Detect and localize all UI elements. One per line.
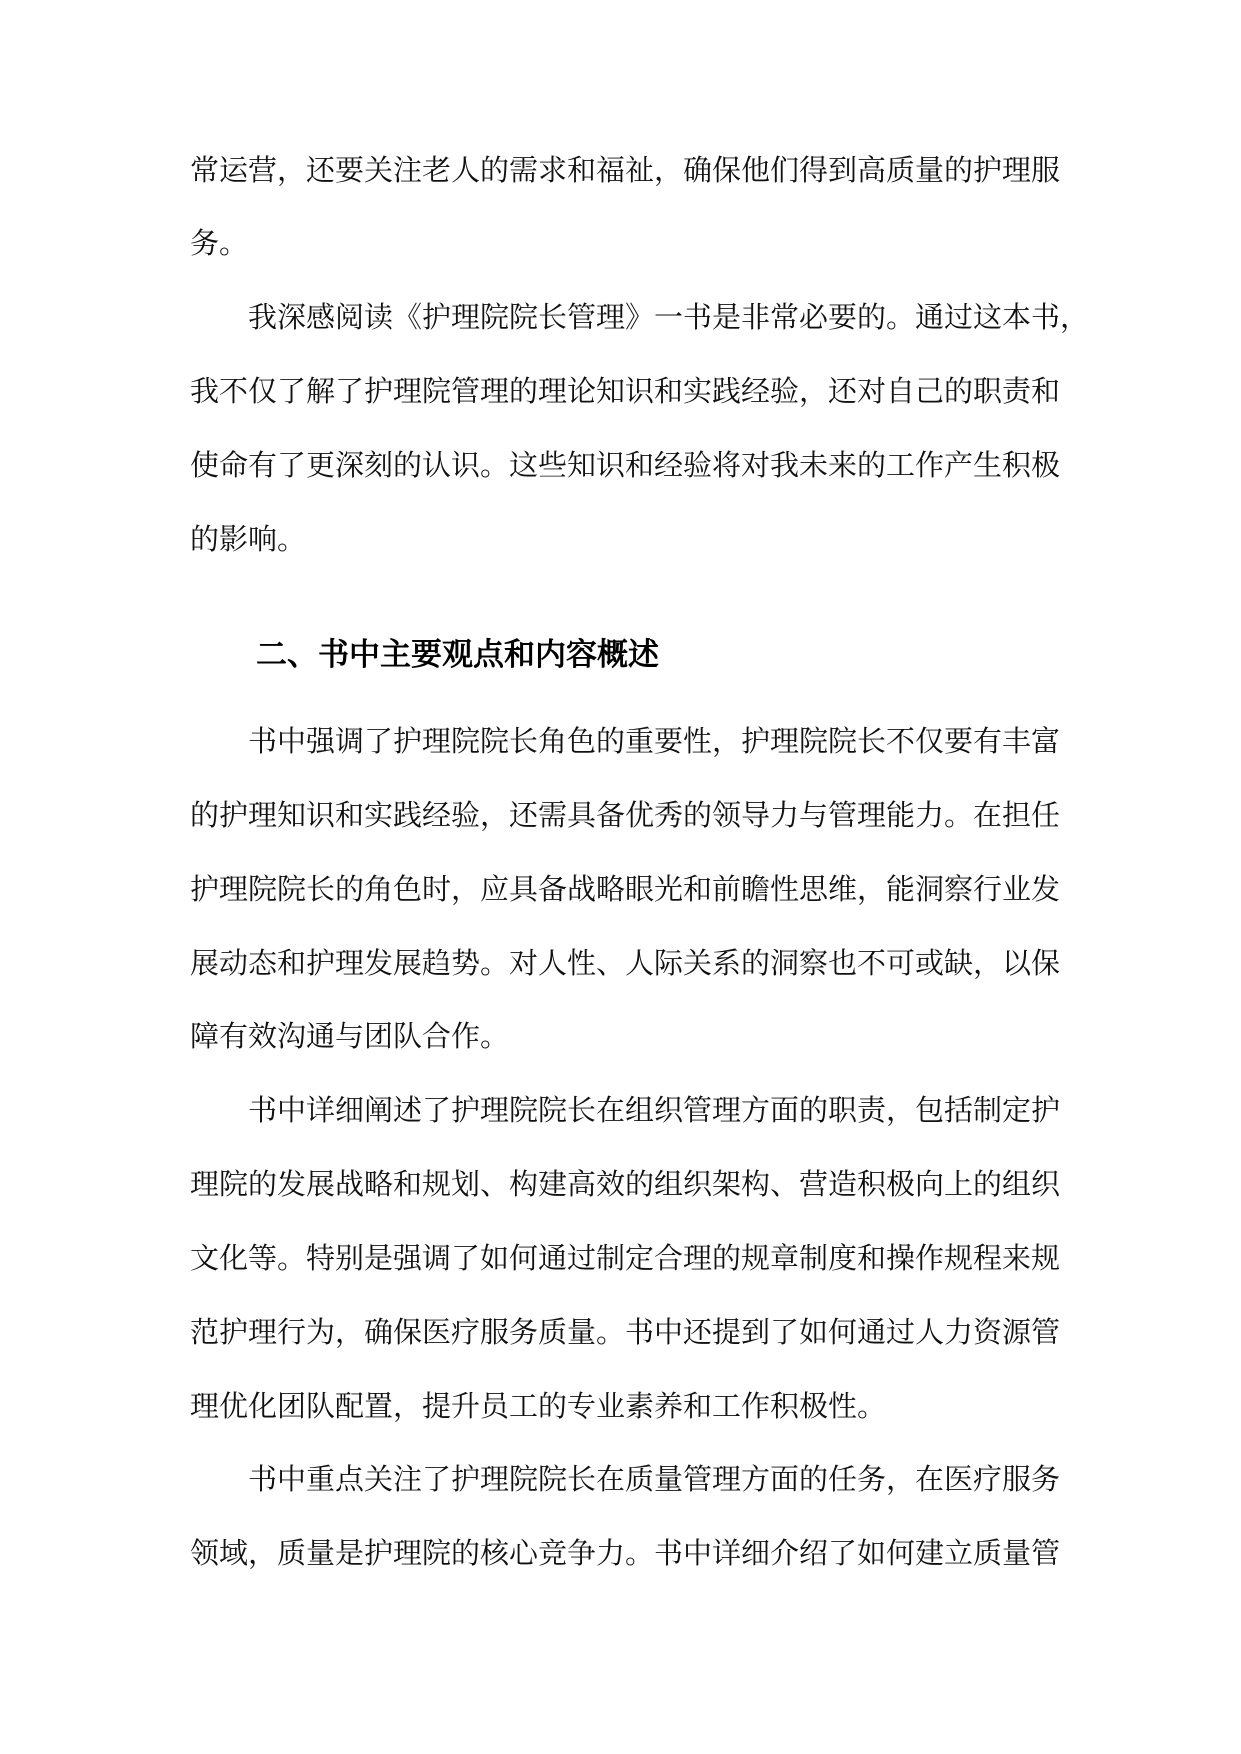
paragraph-line: 范护理行为，确保医疗服务质量。书中还提到了如何通过人力资源管: [190, 1315, 1061, 1349]
paragraph-line: 领域，质量是护理院的核心竞争力。书中详细介绍了如何建立质量管: [190, 1536, 1061, 1570]
paragraph-line: 务。: [190, 226, 249, 260]
paragraph-line: 常运营，还要关注老人的需求和福祉，确保他们得到高质量的护理服: [190, 153, 1061, 187]
paragraph-line: 护理院院长的角色时，应具备战略眼光和前瞻性思维，能洞察行业发: [190, 872, 1061, 906]
paragraph-line: 理优化团队配置，提升员工的专业素养和工作积极性。: [190, 1389, 887, 1423]
paragraph-line: 理院的发展战略和规划、构建高效的组织架构、营造积极向上的组织: [190, 1167, 1061, 1201]
paragraph-line: 的影响。: [190, 522, 307, 556]
paragraph-line: 我不仅了解了护理院管理的理论知识和实践经验，还对自己的职责和: [190, 374, 1061, 408]
paragraph-line: 书中强调了护理院院长角色的重要性，护理院院长不仅要有丰富: [248, 724, 1061, 758]
paragraph-line: 我深感阅读《护理院院长管理》一书是非常必要的。通过这本书，: [248, 300, 1090, 334]
paragraph-line: 障有效沟通与团队合作。: [190, 1019, 510, 1053]
paragraph-line: 的护理知识和实践经验，还需具备优秀的领导力与管理能力。在担任: [190, 798, 1061, 832]
paragraph-line: 展动态和护理发展趋势。对人性、人际关系的洞察也不可或缺，以保: [190, 946, 1061, 980]
paragraph-line: 书中详细阐述了护理院院长在组织管理方面的职责，包括制定护: [248, 1093, 1061, 1127]
section-heading: 二、书中主要观点和内容概述: [256, 637, 659, 673]
paragraph-line: 使命有了更深刻的认识。这些知识和经验将对我未来的工作产生积极: [190, 448, 1061, 482]
paragraph-line: 文化等。特别是强调了如何通过制定合理的规章制度和操作规程来规: [190, 1241, 1061, 1275]
paragraph-line: 书中重点关注了护理院院长在质量管理方面的任务，在医疗服务: [248, 1462, 1061, 1496]
